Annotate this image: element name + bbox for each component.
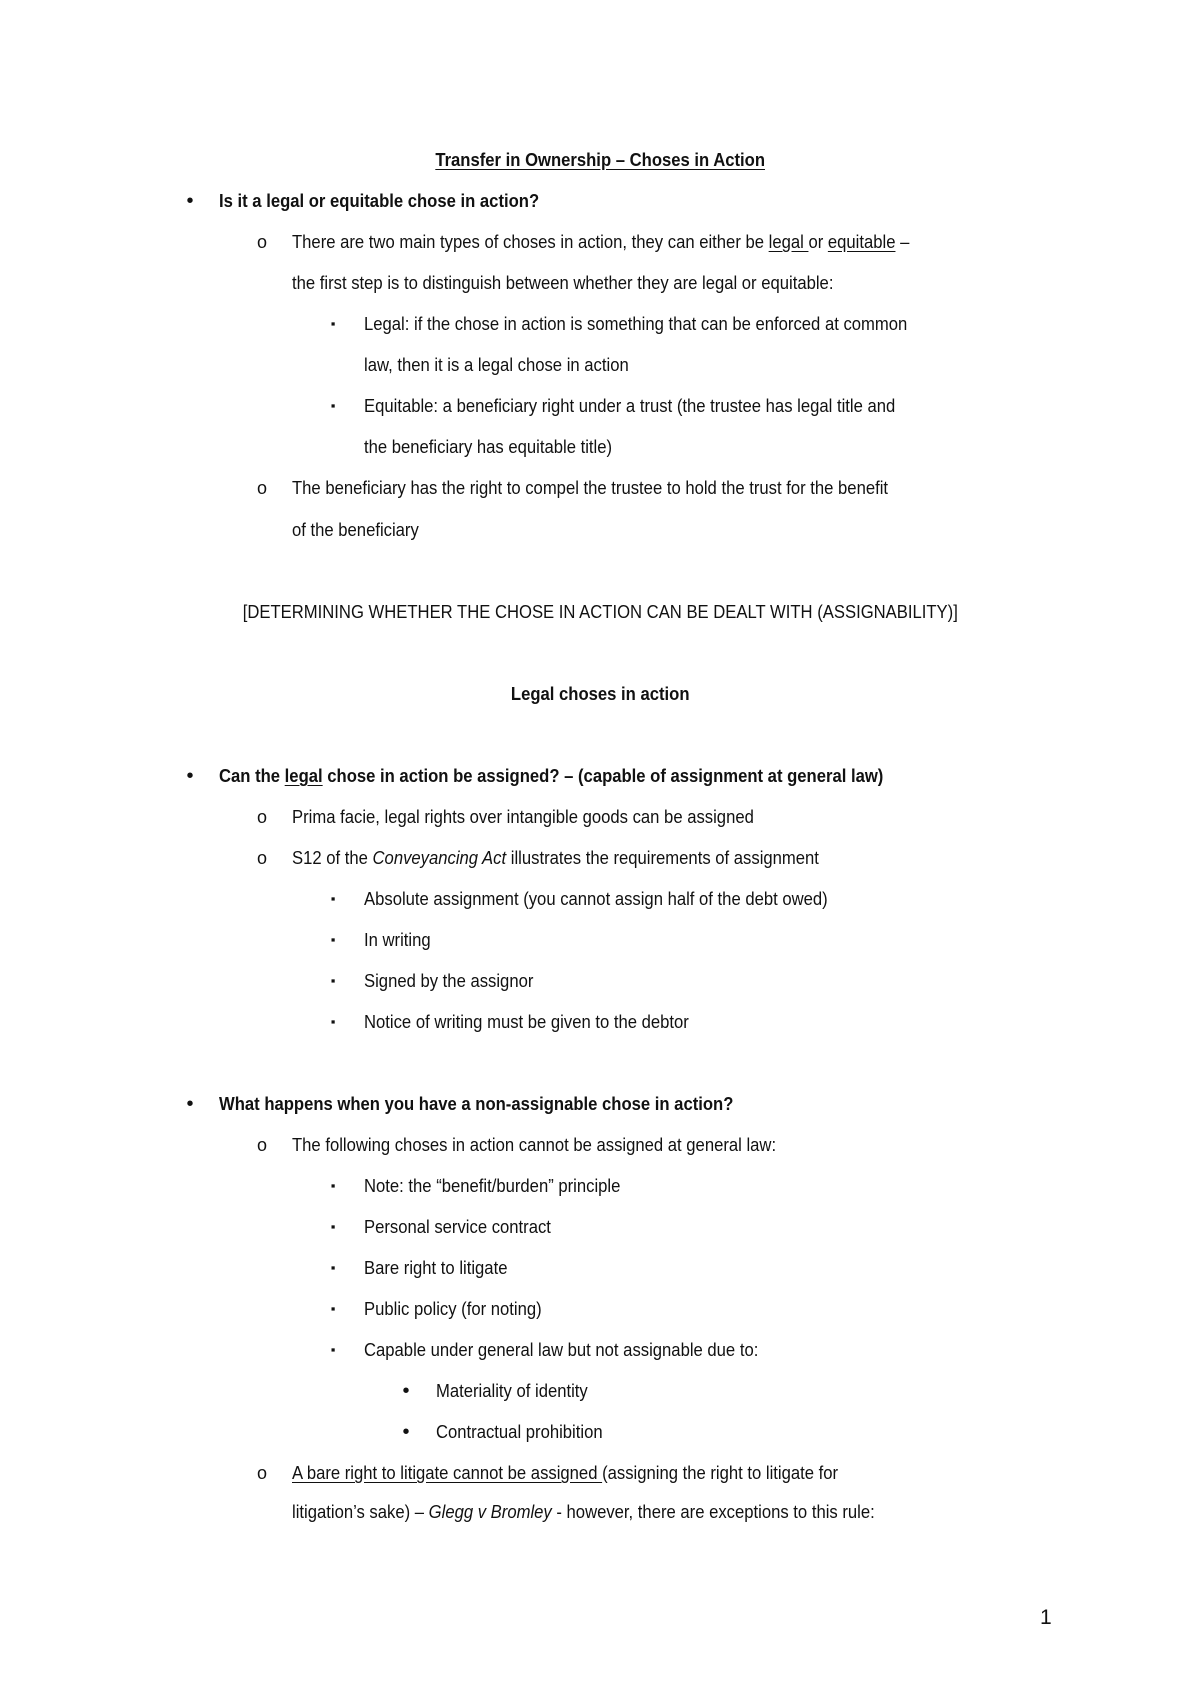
text-fragment: litigation’s sake) –: [292, 1501, 429, 1522]
bullet-marker: •: [402, 1380, 410, 1402]
section3-para2-line2: [292, 1500, 875, 1524]
section2-para2: [292, 846, 819, 870]
section3-para2-line1: [292, 1461, 838, 1485]
section1-para1-line1: [292, 230, 909, 254]
case-name: Glegg v Bromley: [428, 1501, 552, 1522]
non-assignable-item: Capable under general law but not assignable due to:: [364, 1339, 759, 1360]
square-marker: ▪: [330, 1301, 336, 1316]
legal-definition-line1: Legal: if the chose in action is something that can be enforced at common: [364, 313, 908, 334]
square-marker: ▪: [330, 891, 336, 906]
non-assignable-item: Personal service contract: [364, 1216, 551, 1237]
section2-para1: Prima facie, legal rights over intangible goods can be assigned: [292, 806, 754, 827]
requirement-item: Notice of writing must be given to the debtor: [364, 1011, 689, 1032]
page-number: 1: [1040, 1606, 1052, 1629]
requirement-item: Absolute assignment (you cannot assign half of the debt owed): [364, 888, 828, 909]
bare-right-underlined: A bare right to litigate cannot be assigned: [292, 1462, 603, 1483]
circle-marker: o: [256, 1463, 267, 1483]
sub-item: Materiality of identity: [436, 1380, 588, 1401]
text-fragment: - however, there are exceptions to this rule:: [551, 1501, 875, 1522]
section2-question: [219, 764, 883, 788]
title-text: Transfer in Ownership – Choses in Action: [435, 149, 765, 170]
heading-text: [DETERMINING WHETHER THE CHOSE IN ACTION CAN BE DEALT WITH (ASSIGNABILITY)]: [242, 601, 958, 622]
circle-marker: o: [256, 1135, 267, 1155]
bullet-marker: •: [186, 1093, 194, 1115]
text-fragment: S12 of the: [292, 847, 373, 868]
circle-marker: o: [256, 807, 267, 827]
bullet-marker: •: [186, 765, 194, 787]
square-marker: ▪: [330, 398, 336, 413]
requirement-item: In writing: [364, 929, 431, 950]
text-fragment: –: [895, 231, 910, 252]
square-marker: ▪: [330, 316, 336, 331]
square-marker: ▪: [330, 1342, 336, 1357]
legal-choses-heading: [0, 682, 1200, 706]
square-marker: ▪: [330, 1014, 336, 1029]
text-fragment: Can the: [219, 765, 285, 786]
square-marker: ▪: [330, 1219, 336, 1234]
non-assignable-item: Note: the “benefit/burden” principle: [364, 1175, 621, 1196]
bullet-marker: •: [402, 1421, 410, 1443]
circle-marker: o: [256, 848, 267, 868]
square-marker: ▪: [330, 1178, 336, 1193]
non-assignable-item: Bare right to litigate: [364, 1257, 508, 1278]
assignability-heading: [0, 600, 1200, 624]
section3-para1: The following choses in action cannot be assigned at general law:: [292, 1134, 777, 1155]
circle-marker: o: [256, 232, 267, 252]
act-name: Conveyancing Act: [372, 847, 507, 868]
section1-para2-line2: of the beneficiary: [292, 519, 419, 540]
sub-item: Contractual prohibition: [436, 1421, 603, 1442]
square-marker: ▪: [330, 1260, 336, 1275]
requirement-item: Signed by the assignor: [364, 970, 534, 991]
equitable-definition-line1: Equitable: a beneficiary right under a trust (the trustee has legal title and: [364, 395, 896, 416]
section1-para1-line2: the first step is to distinguish between whether they are legal or equitable:: [292, 272, 834, 293]
text-fragment: or: [808, 231, 828, 252]
bullet-marker: •: [186, 190, 194, 212]
text-fragment: illustrates the requirements of assignment: [506, 847, 819, 868]
section1-question: Is it a legal or equitable chose in action?: [219, 190, 540, 211]
legal-definition-line2: law, then it is a legal chose in action: [364, 354, 629, 375]
non-assignable-item: Public policy (for noting): [364, 1298, 542, 1319]
section1-para2-line1: The beneficiary has the right to compel the trustee to hold the trust for the benefit: [292, 477, 889, 498]
section3-question: What happens when you have a non-assignable chose in action?: [219, 1093, 734, 1114]
heading-text: Legal choses in action: [510, 683, 690, 704]
square-marker: ▪: [330, 973, 336, 988]
circle-marker: o: [256, 478, 267, 498]
text-fragment: (assigning the right to litigate for: [602, 1462, 839, 1483]
legal-underlined: legal: [284, 765, 323, 786]
equitable-underlined: equitable: [827, 231, 896, 252]
text-fragment: There are two main types of choses in action, they can either be: [292, 231, 769, 252]
page-title: [0, 148, 1200, 172]
legal-underlined: legal: [768, 231, 809, 252]
equitable-definition-line2: the beneficiary has equitable title): [364, 436, 613, 457]
square-marker: ▪: [330, 932, 336, 947]
text-fragment: chose in action be assigned? – (capable of assignment at general law): [322, 765, 884, 786]
